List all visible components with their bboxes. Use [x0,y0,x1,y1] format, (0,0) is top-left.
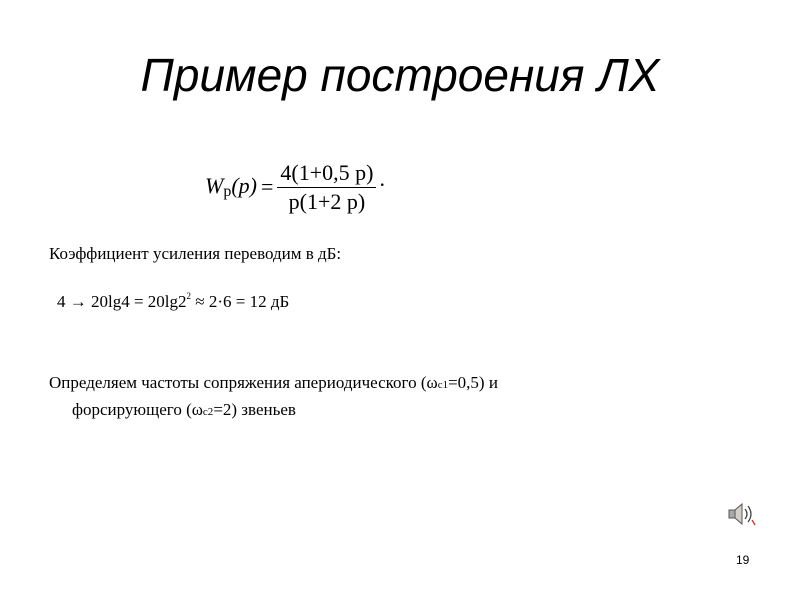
calc-suffix: ≈ 2·6 = 12 дБ [191,292,290,311]
corner-b-end: =2) звеньев [213,400,296,419]
corner-frequency-text-line1 [49,373,498,393]
formula-numerator: 4(1+0,5 p) [277,159,376,188]
formula-lhs-var: W [205,173,224,198]
formula-lhs [205,173,257,201]
calc-prefix: 4 → 20lg4 = 20lg2 [57,292,187,311]
slide-title: Пример построения ЛХ [140,49,660,101]
corner-a-end: =0,5) и [448,373,498,392]
corner-frequency-text-line2 [72,400,296,420]
formula-denominator: p(1+2 p) [288,188,366,214]
formula-period: . [379,166,385,191]
speaker-icon[interactable] [725,500,757,528]
page-number: 19 [736,553,750,567]
transfer-function-formula [205,158,385,216]
formula-fraction [277,159,376,216]
corner-a-sub: c1 [437,379,449,391]
corner-a-text: Определяем частоты сопряжения апериодического (ω [49,373,438,392]
formula-equals: = [260,174,274,199]
calc-exponent: 2 [186,291,192,301]
formula-lhs-arg: (p) [231,173,257,198]
gain-calculation [57,291,289,312]
formula-lhs-sub: р [223,183,232,200]
corner-b-text: форсирующего (ω [72,400,203,419]
gain-text: Коэффициент усиления переводим в дБ: [49,244,342,263]
corner-b-sub: c2 [202,406,214,418]
